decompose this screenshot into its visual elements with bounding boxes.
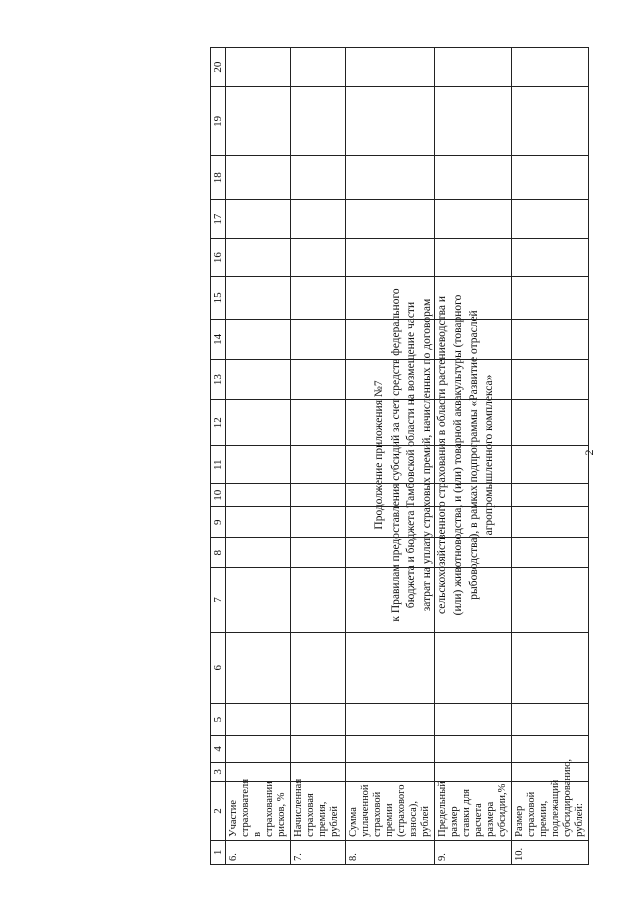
table-cell <box>226 156 291 200</box>
table-cell <box>435 762 512 782</box>
table-cell <box>435 48 512 87</box>
column-header: 4 <box>211 736 226 762</box>
table-cell <box>435 400 512 446</box>
table-cell <box>226 48 291 87</box>
header-title: Продолжение приложения №7 <box>373 380 385 530</box>
header-line: к Правилам предоставления субсидий за счет средств федерального <box>389 288 402 622</box>
table-cell <box>226 762 291 782</box>
table-cell <box>512 703 589 735</box>
header-line: затрат на уплату страховых премий, начисленных по договорам <box>420 298 433 612</box>
table-cell <box>512 762 589 782</box>
table-cell <box>346 156 435 200</box>
column-header: 5 <box>211 703 226 735</box>
row-number: 7. <box>291 840 346 864</box>
table-cell <box>435 156 512 200</box>
table-cell <box>435 446 512 484</box>
header-line: (или) животноводства, и (или) товарной аквакультуры (товарного <box>451 294 464 616</box>
table-cell <box>435 632 512 703</box>
table-cell <box>226 703 291 735</box>
row-number: 9. <box>435 840 512 864</box>
column-header: 16 <box>211 239 226 277</box>
column-header: 12 <box>211 400 226 446</box>
table-cell <box>435 568 512 632</box>
header-line: агропромышленного комплекса» <box>483 374 496 536</box>
table-cell <box>346 87 435 156</box>
table-cell <box>435 277 512 320</box>
table-cell <box>435 200 512 239</box>
table-cell <box>226 484 291 507</box>
table-cell <box>226 277 291 320</box>
table-cell <box>435 703 512 735</box>
table-cell <box>291 200 346 239</box>
table-cell <box>435 507 512 538</box>
table-row <box>291 48 346 865</box>
table-cell <box>346 703 435 735</box>
table-cell <box>291 507 346 538</box>
table-cell <box>346 319 435 359</box>
table-cell <box>346 239 435 277</box>
table-cell <box>226 400 291 446</box>
table-cell <box>291 319 346 359</box>
column-header: 14 <box>211 319 226 359</box>
table-cell <box>291 48 346 87</box>
table-cell <box>226 568 291 632</box>
table-row <box>512 48 589 865</box>
table-cell <box>226 446 291 484</box>
table-cell <box>291 736 346 762</box>
table-row <box>346 48 435 865</box>
table-cell <box>226 359 291 399</box>
table-cell <box>291 239 346 277</box>
row-label: Начисленная страховая премия, рублей <box>291 782 346 841</box>
table-cell <box>291 632 346 703</box>
column-header: 1 <box>211 840 226 864</box>
row-number: 6. <box>226 840 291 864</box>
table-row <box>226 48 291 865</box>
row-label: Предельный размер ставки для расчета размера субсидии,% <box>435 782 512 841</box>
table-cell <box>435 736 512 762</box>
table-cell <box>512 239 589 277</box>
table-cell <box>226 736 291 762</box>
column-header: 13 <box>211 359 226 399</box>
column-header: 19 <box>211 87 226 156</box>
table-cell <box>512 446 589 484</box>
table-cell <box>512 48 589 87</box>
column-header: 10 <box>211 484 226 507</box>
row-number: 8. <box>346 840 435 864</box>
table-cell <box>346 446 435 484</box>
column-header: 3 <box>211 762 226 782</box>
table-cell <box>226 507 291 538</box>
table-cell <box>435 538 512 568</box>
column-header: 8 <box>211 538 226 568</box>
table-cell <box>512 484 589 507</box>
table-cell <box>346 762 435 782</box>
table-cell <box>291 359 346 399</box>
table-cell <box>512 319 589 359</box>
table-cell <box>435 87 512 156</box>
table-cell <box>291 156 346 200</box>
column-header: 17 <box>211 200 226 239</box>
table-cell <box>346 48 435 87</box>
table-cell <box>226 87 291 156</box>
table-row <box>435 48 512 865</box>
table-cell <box>291 568 346 632</box>
table-cell <box>291 703 346 735</box>
table-cell <box>512 736 589 762</box>
table-cell <box>512 507 589 538</box>
table-cell <box>226 200 291 239</box>
table-cell <box>291 87 346 156</box>
row-label: Участие страхователя в страховании рисков, % <box>226 782 291 841</box>
table-cell <box>346 568 435 632</box>
column-header: 2 <box>211 782 226 841</box>
table-cell <box>346 538 435 568</box>
table-header-row <box>211 48 226 865</box>
table-cell <box>226 239 291 277</box>
header-line: сельскохозяйственного страхования в области растениеводства и <box>436 296 449 614</box>
table-cell <box>512 538 589 568</box>
table-cell <box>346 632 435 703</box>
table-cell <box>291 400 346 446</box>
table-cell <box>346 400 435 446</box>
row-label: Размер страховой премии, подлежащий субсидированию, рублей: <box>512 782 589 841</box>
table-cell <box>512 87 589 156</box>
table-cell <box>226 632 291 703</box>
table-cell <box>512 156 589 200</box>
table-cell <box>435 319 512 359</box>
table-cell <box>291 538 346 568</box>
column-header: 18 <box>211 156 226 200</box>
table-cell <box>512 359 589 399</box>
page-number: 2 <box>582 449 596 456</box>
table-cell <box>512 568 589 632</box>
table-cell <box>226 538 291 568</box>
table-cell <box>346 359 435 399</box>
column-header: 11 <box>211 446 226 484</box>
table-cell <box>291 277 346 320</box>
table-cell <box>435 484 512 507</box>
table-cell <box>291 484 346 507</box>
table-cell <box>435 359 512 399</box>
table-cell <box>435 239 512 277</box>
table-cell <box>512 400 589 446</box>
table-cell <box>512 277 589 320</box>
column-header: 6 <box>211 632 226 703</box>
table-cell <box>512 632 589 703</box>
row-number: 10. <box>512 840 589 864</box>
header-line: рыбоводства), в рамках подпрограммы «Развитие отраслей <box>467 310 480 600</box>
table-cell <box>346 200 435 239</box>
table-cell <box>512 200 589 239</box>
table-cell <box>346 277 435 320</box>
data-table <box>210 47 589 865</box>
column-header: 15 <box>211 277 226 320</box>
table-cell <box>291 446 346 484</box>
row-label: Сумма уплаченной страховой премии (страхового взноса), рублей <box>346 782 435 841</box>
column-header: 9 <box>211 507 226 538</box>
table-cell <box>346 736 435 762</box>
column-header: 7 <box>211 568 226 632</box>
table-cell <box>346 507 435 538</box>
table-cell <box>346 484 435 507</box>
table-cell <box>226 319 291 359</box>
header-line: бюджета и бюджета Тамбовской области на возмещение части <box>405 301 418 609</box>
column-header: 20 <box>211 48 226 87</box>
